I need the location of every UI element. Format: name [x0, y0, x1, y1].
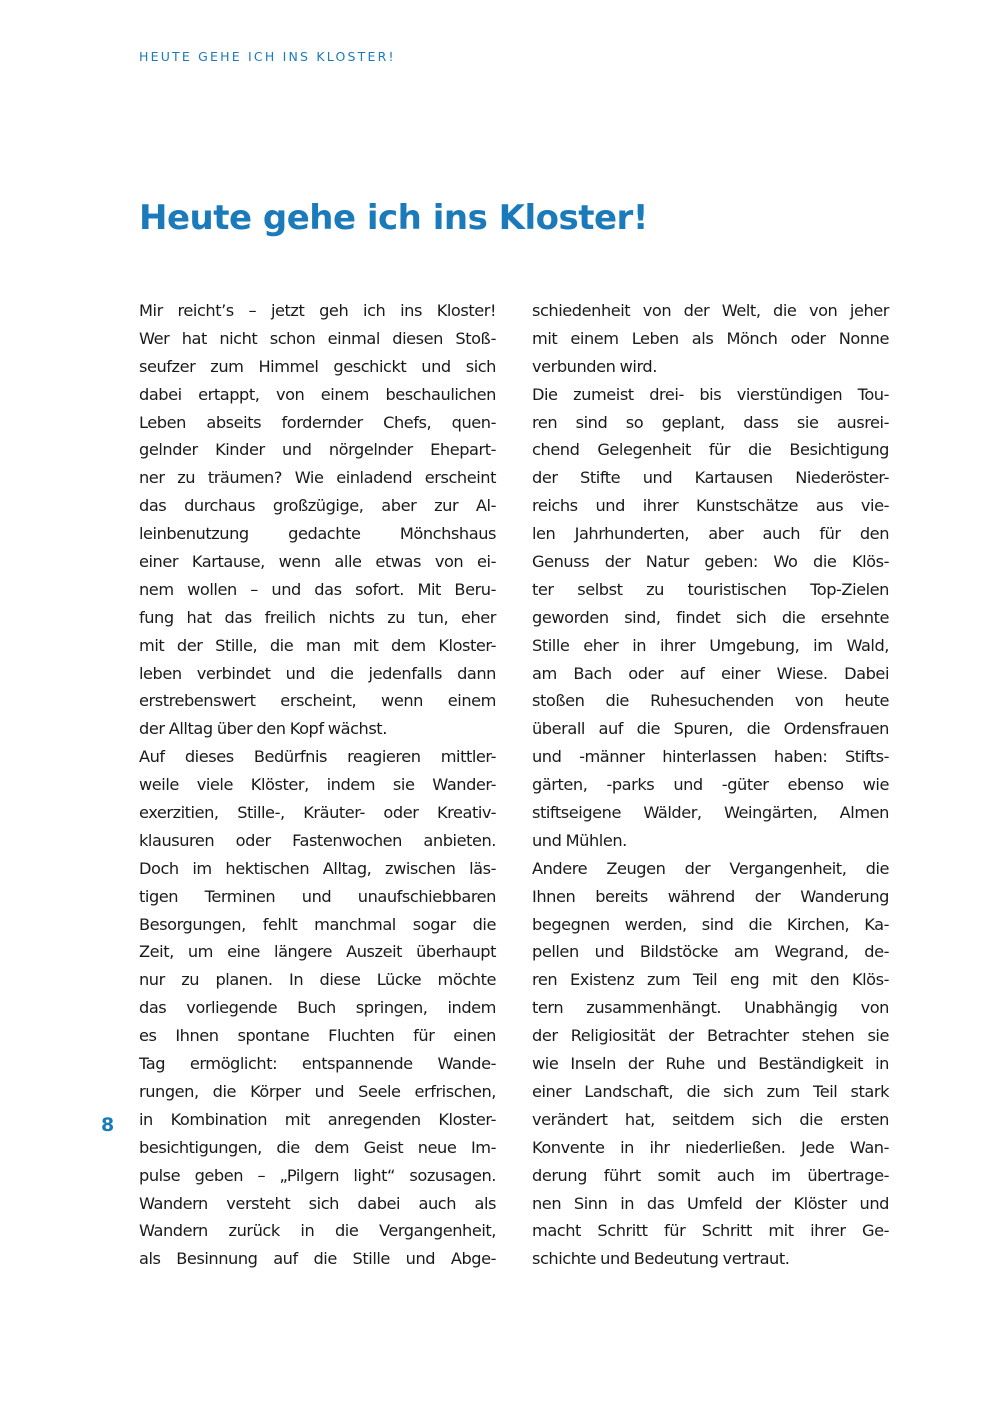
text-line: ner zu träumen? Wie einladend erscheint — [139, 468, 496, 488]
text-line: das durchaus großzügige, aber zur Al- — [139, 496, 496, 516]
text-line: als Besinnung auf die Stille und Abge- — [139, 1249, 496, 1269]
page-number: 8 — [101, 1114, 115, 1136]
text-line: Doch im hektischen Alltag, zwischen läs- — [139, 858, 496, 878]
text-line: leinbenutzung gedachte Mönchshaus — [139, 524, 496, 544]
text-line: verändert hat, seitdem sich die ersten — [532, 1109, 889, 1129]
text-line: reichs und ihrer Kunstschätze aus vie- — [532, 496, 889, 516]
text-line: und Mühlen. — [532, 830, 627, 850]
text-line: gelnder Kinder und nörgelnder Ehepart- — [139, 440, 496, 460]
text-line: pellen und Bildstöcke am Wegrand, de- — [532, 942, 889, 962]
text-line: mit der Stille, die man mit dem Kloster- — [139, 635, 496, 655]
text-line: stoßen die Ruhesuchenden von heute — [532, 691, 889, 711]
text-line: nem wollen – und das sofort. Mit Beru- — [139, 579, 496, 599]
text-line: ren Existenz zum Teil eng mit den Klös- — [532, 970, 889, 990]
text-line: Tag ermöglicht: entspannende Wande- — [139, 1054, 496, 1074]
text-line: Wandern zurück in die Vergangenheit, — [139, 1221, 496, 1241]
text-line: der Stifte und Kartausen Niederöster- — [532, 468, 889, 488]
text-line: Leben abseits fordernder Chefs, quen- — [139, 412, 496, 432]
text-line: überall auf die Spuren, die Ordensfrauen — [532, 719, 889, 739]
text-line: klausuren oder Fastenwochen anbieten. — [139, 830, 496, 850]
text-line: Ihnen bereits während der Wanderung — [532, 886, 889, 906]
text-line: Besorgungen, fehlt manchmal sogar die — [139, 914, 496, 934]
text-line: tigen Terminen und unaufschiebbaren — [139, 886, 496, 906]
text-line: Stille eher in ihrer Umgebung, im Wald, — [532, 635, 889, 655]
text-line: schichte und Bedeutung vertraut. — [532, 1249, 790, 1269]
text-line: pulse geben – „Pilgern light“ sozusagen. — [139, 1165, 496, 1185]
text-line: der Alltag über den Kopf wächst. — [139, 719, 387, 739]
text-line: exerzitien, Stille-, Kräuter- oder Kreativ- — [139, 803, 496, 823]
text-line: in Kombination mit anregenden Kloster- — [139, 1109, 496, 1129]
text-line: Wandern versteht sich dabei auch als — [139, 1193, 496, 1213]
text-line: Wer hat nicht schon einmal diesen Stoß- — [139, 328, 496, 348]
text-line: ren sind so geplant, dass sie ausrei- — [532, 412, 889, 432]
text-line: nen Sinn in das Umfeld der Klöster und — [532, 1193, 889, 1213]
text-line: fung hat das freilich nichts zu tun, eher — [139, 607, 496, 627]
running-head: HEUTE GEHE ICH INS KLOSTER! — [139, 49, 396, 64]
text-line: seufzer zum Himmel geschickt und sich — [139, 356, 496, 376]
text-line: nur zu planen. In diese Lücke möchte — [139, 970, 496, 990]
text-line: das vorliegende Buch springen, indem — [139, 998, 496, 1018]
text-line: schiedenheit von der Welt, die von jeher — [532, 301, 889, 320]
text-line: und -männer hinterlassen haben: Stifts- — [532, 747, 889, 767]
text-line: tern zusammenhängt. Unabhängig von — [532, 998, 889, 1018]
text-line: der Religiosität der Betrachter stehen sie — [532, 1026, 889, 1046]
text-line: weile viele Klöster, indem sie Wander- — [139, 775, 496, 795]
text-line: leben verbindet und die jedenfalls dann — [139, 663, 496, 683]
text-line: chend Gelegenheit für die Besichtigung — [532, 440, 889, 460]
text-column-right — [532, 297, 889, 1273]
text-column-left — [139, 297, 496, 1273]
text-line: es Ihnen spontane Fluchten für einen — [139, 1026, 496, 1046]
text-line: verbunden wird. — [532, 356, 657, 376]
text-line: ter selbst zu touristischen Top-Zielen — [532, 579, 889, 599]
text-line: am Bach oder auf einer Wiese. Dabei — [532, 663, 889, 683]
text-line: Andere Zeugen der Vergangenheit, die — [532, 858, 889, 878]
text-line: Die zumeist drei- bis vierstündigen Tou- — [532, 384, 889, 404]
text-line: Genuss der Natur geben: Wo die Klös- — [532, 552, 889, 572]
text-line: einer Kartause, wenn alle etwas von ei- — [139, 552, 496, 572]
text-line: geworden sind, findet sich die ersehnte — [532, 607, 889, 627]
text-line: mit einem Leben als Mönch oder Nonne — [532, 328, 889, 348]
text-line: stiftseigene Wälder, Weingärten, Almen — [532, 803, 889, 823]
text-line: rungen, die Körper und Seele erfrischen, — [139, 1081, 496, 1101]
text-line: begegnen werden, sind die Kirchen, Ka- — [532, 914, 889, 934]
page-title: Heute gehe ich ins Kloster! — [139, 198, 648, 238]
text-line: Konvente in ihr niederließen. Jede Wan- — [532, 1137, 889, 1157]
text-line: einer Landschaft, die sich zum Teil stark — [532, 1081, 889, 1101]
text-line: len Jahrhunderten, aber auch für den — [532, 524, 889, 544]
text-line: dabei ertappt, von einem beschaulichen — [139, 384, 496, 404]
text-line: gärten, -parks und -güter ebenso wie — [532, 775, 889, 795]
text-line: Auf dieses Bedürfnis reagieren mittler- — [139, 747, 496, 767]
text-line: erstrebenswert erscheint, wenn einem — [139, 691, 496, 711]
text-line: macht Schritt für Schritt mit ihrer Ge- — [532, 1221, 889, 1241]
text-line: Zeit, um eine längere Auszeit überhaupt — [139, 942, 496, 962]
text-line: besichtigungen, die dem Geist neue Im- — [139, 1137, 496, 1157]
text-line: derung führt somit auch im übertrage- — [532, 1165, 889, 1185]
text-line: Mir reicht’s – jetzt geh ich ins Kloster! — [139, 301, 496, 320]
text-line: wie Inseln der Ruhe und Beständigkeit in — [532, 1054, 889, 1074]
